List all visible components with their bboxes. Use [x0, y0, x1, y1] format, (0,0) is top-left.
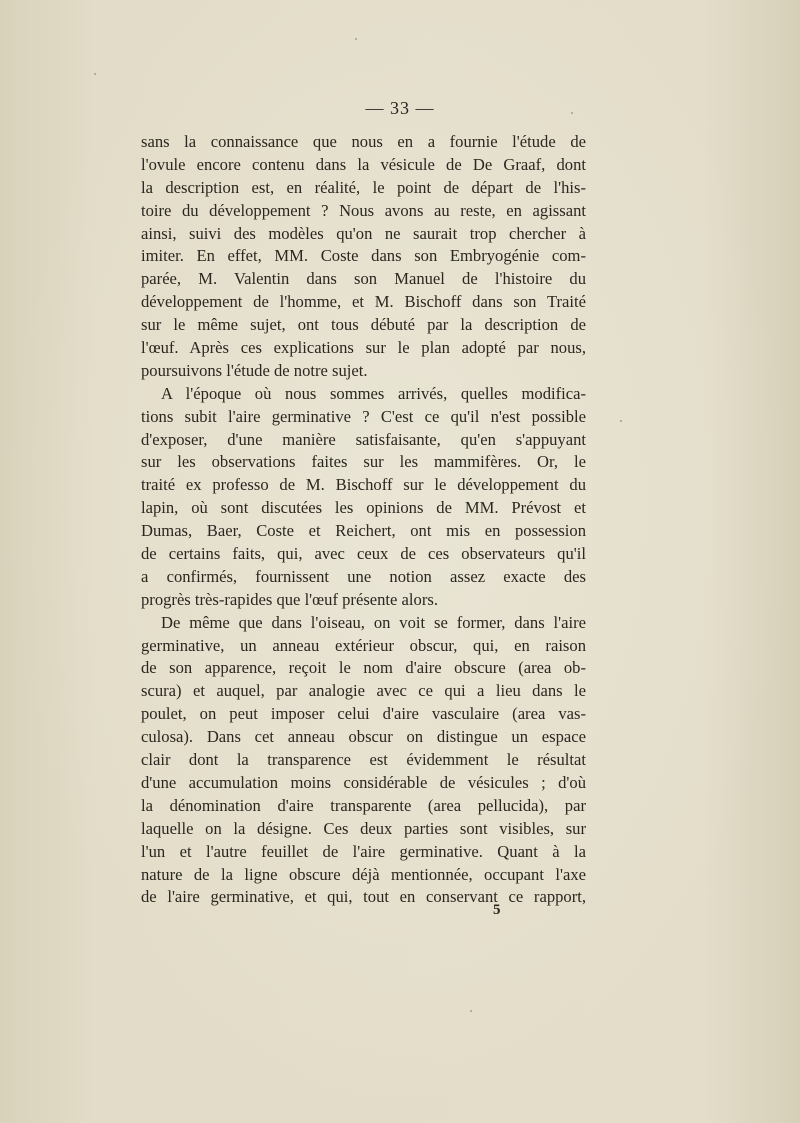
text-line: la dénomination d'aire transparente (area pellucida), par [141, 795, 586, 815]
text-line: d'exposer, d'une manière satisfaisante, qu'en s'appuyant [141, 429, 586, 449]
text-line: sans la connaissance que nous en a fournie l'étude de [141, 132, 586, 151]
signature-mark: 5 [493, 902, 501, 918]
page-number: — 33 — [365, 98, 435, 118]
paper-speck [470, 1010, 472, 1012]
text-line: l'un et l'autre feuillet de l'aire germinative. Quant à la [141, 841, 586, 861]
text-line: de l'aire germinative, et qui, tout en conservant ce rapport, [141, 887, 586, 907]
text-line: de son apparence, reçoit le nom d'aire obscure (area ob- [141, 658, 586, 678]
text-line: progrès très-rapides que l'œuf présente alors. [141, 589, 438, 609]
text-line: tions subit l'aire germinative ? C'est ce qu'il n'est possible [141, 406, 586, 426]
text-line: la description est, en réalité, le point de départ de l'his- [141, 177, 586, 197]
text-line: l'œuf. Après ces explications sur le plan adopté par nous, [141, 338, 586, 358]
text-line: toire du développement ? Nous avons au reste, en agissant [141, 200, 586, 220]
body-text [141, 131, 586, 909]
text-line: germinative, un anneau extérieur obscur, qui, en raison [141, 635, 586, 655]
text-line: Dumas, Baer, Coste et Reichert, ont mis en possession [141, 521, 586, 541]
text-line: clair dont la transparence est évidemment le résultat [141, 750, 586, 770]
paper-speck [620, 420, 622, 422]
text-line: ainsi, suivi des modèles qu'on ne saurait trop chercher à [141, 223, 586, 243]
text-line: poulet, on peut imposer celui d'aire vasculaire (area vas- [141, 704, 586, 724]
text-line: imiter. En effet, MM. Coste dans son Embryogénie com- [141, 246, 586, 266]
text-line: sur le même sujet, ont tous débuté par la description de [141, 315, 586, 335]
text-line: nature de la ligne obscure déjà mentionnée, occupant l'axe [141, 864, 586, 884]
text-line: développement de l'homme, et M. Bischoff dans son Traité [141, 292, 586, 312]
text-line: traité ex professo de M. Bischoff sur le développement du [141, 475, 586, 495]
text-line: d'une accumulation moins considérable de vésicules ; d'où [141, 772, 586, 792]
text-line: culosa). Dans cet anneau obscur on distingue un espace [141, 727, 586, 747]
text-line: sur les observations faites sur les mammifères. Or, le [141, 452, 586, 472]
text-line: laquelle on la désigne. Ces deux parties sont visibles, sur [141, 818, 586, 838]
paper-speck [94, 73, 96, 75]
paper-speck [571, 112, 573, 114]
paper-speck [355, 38, 357, 40]
text-line: l'ovule encore contenu dans la vésicule de De Graaf, dont [141, 154, 586, 174]
text-line: A l'époque où nous sommes arrivés, quelles modifica- [161, 383, 586, 403]
text-line: lapin, où sont discutées les opinions de MM. Prévost et [141, 498, 586, 518]
text-line: De même que dans l'oiseau, on voit se former, dans l'aire [161, 612, 586, 632]
text-line: parée, M. Valentin dans son Manuel de l'histoire du [141, 269, 586, 289]
text-line: poursuivons l'étude de notre sujet. [141, 360, 368, 380]
text-line: de certains faits, qui, avec ceux de ces observateurs qu'il [141, 544, 586, 564]
text-line: scura) et auquel, par analogie avec ce qui a lieu dans le [141, 681, 586, 701]
text-line: a confirmés, fournissent une notion assez exacte des [141, 566, 586, 586]
